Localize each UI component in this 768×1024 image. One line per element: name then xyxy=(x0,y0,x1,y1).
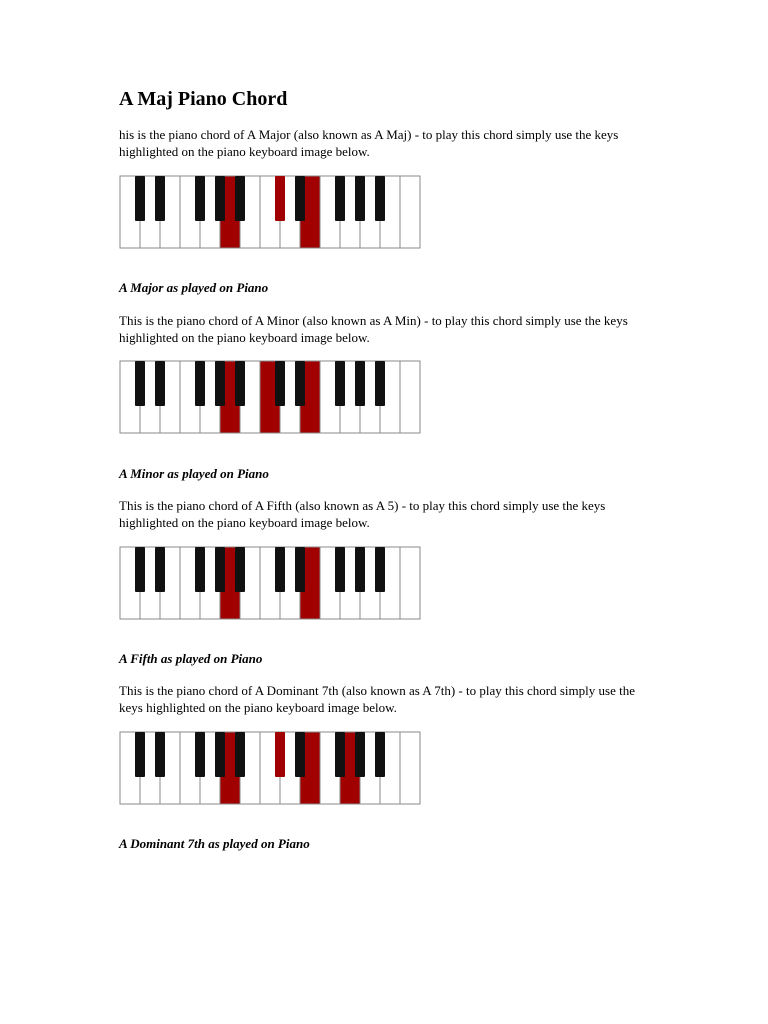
black-key-d-sharp xyxy=(295,732,305,777)
black-key-f-sharp xyxy=(195,361,205,406)
black-key-g-sharp xyxy=(215,176,225,221)
black-key-g-sharp xyxy=(215,361,225,406)
minor-keyboard-image xyxy=(119,360,421,434)
black-key-d-sharp xyxy=(155,361,165,406)
black-key-g-sharp xyxy=(215,732,225,777)
major-keyboard-image xyxy=(119,175,421,249)
piano-keyboard-svg xyxy=(119,175,421,249)
black-key-d-sharp xyxy=(155,176,165,221)
black-key-g-sharp xyxy=(215,547,225,592)
black-key-d-sharp xyxy=(295,361,305,406)
white-key-c xyxy=(400,732,420,804)
piano-keyboard-svg xyxy=(119,360,421,434)
black-key-c-sharp xyxy=(135,176,145,221)
black-key-f-sharp xyxy=(195,547,205,592)
black-key-f-sharp xyxy=(195,732,205,777)
white-key-c xyxy=(400,361,420,433)
dominant7-intro-paragraph: This is the piano chord of A Dominant 7th (also known as A 7th) - to play this chord simply use the keys highlighted on the piano keyboard image below. xyxy=(119,683,635,715)
black-key-c-sharp xyxy=(135,732,145,777)
dominant7-caption: A Dominant 7th as played on Piano xyxy=(119,836,310,851)
black-key-d-sharp xyxy=(295,547,305,592)
fifth-intro-paragraph: This is the piano chord of A Fifth (also known as A 5) - to play this chord simply use the keys highlighted on the piano keyboard image below. xyxy=(119,498,606,530)
minor-intro-paragraph: This is the piano chord of A Minor (also known as A Min) - to play this chord simply use the keys highlighted on the piano keyboard image below. xyxy=(119,313,628,345)
black-key-c-sharp xyxy=(135,547,145,592)
black-key-a-sharp xyxy=(375,176,385,221)
black-key-a-sharp xyxy=(375,732,385,777)
page-title: A Maj Piano Chord xyxy=(119,88,288,110)
black-key-c-sharp xyxy=(275,361,285,406)
black-key-f-sharp xyxy=(335,361,345,406)
black-key-g-sharp xyxy=(355,361,365,406)
black-key-a-sharp xyxy=(235,732,245,777)
minor-caption: A Minor as played on Piano xyxy=(119,466,269,481)
black-key-f-sharp xyxy=(195,176,205,221)
piano-keyboard-svg xyxy=(119,546,421,620)
black-key-a-sharp xyxy=(235,176,245,221)
black-key-d-sharp xyxy=(155,547,165,592)
black-key-a-sharp xyxy=(375,547,385,592)
fifth-keyboard-image xyxy=(119,546,421,620)
black-key-c-sharp-highlighted xyxy=(275,732,285,777)
dominant7-keyboard-image xyxy=(119,731,421,805)
major-intro-paragraph: his is the piano chord of A Major (also known as A Maj) - to play this chord simply use the keys highlighted on the piano keyboard image below. xyxy=(119,127,619,159)
black-key-c-sharp xyxy=(275,547,285,592)
major-caption: A Major as played on Piano xyxy=(119,280,269,295)
black-key-c-sharp-highlighted xyxy=(275,176,285,221)
black-key-a-sharp xyxy=(375,361,385,406)
black-key-f-sharp xyxy=(335,547,345,592)
black-key-d-sharp xyxy=(295,176,305,221)
black-key-d-sharp xyxy=(155,732,165,777)
black-key-c-sharp xyxy=(135,361,145,406)
black-key-a-sharp xyxy=(235,547,245,592)
fifth-caption: A Fifth as played on Piano xyxy=(119,651,263,666)
black-key-f-sharp xyxy=(335,732,345,777)
white-key-c xyxy=(400,547,420,619)
piano-keyboard-svg xyxy=(119,731,421,805)
black-key-g-sharp xyxy=(355,176,365,221)
white-key-c xyxy=(400,176,420,248)
black-key-g-sharp xyxy=(355,547,365,592)
black-key-f-sharp xyxy=(335,176,345,221)
black-key-g-sharp xyxy=(355,732,365,777)
black-key-a-sharp xyxy=(235,361,245,406)
